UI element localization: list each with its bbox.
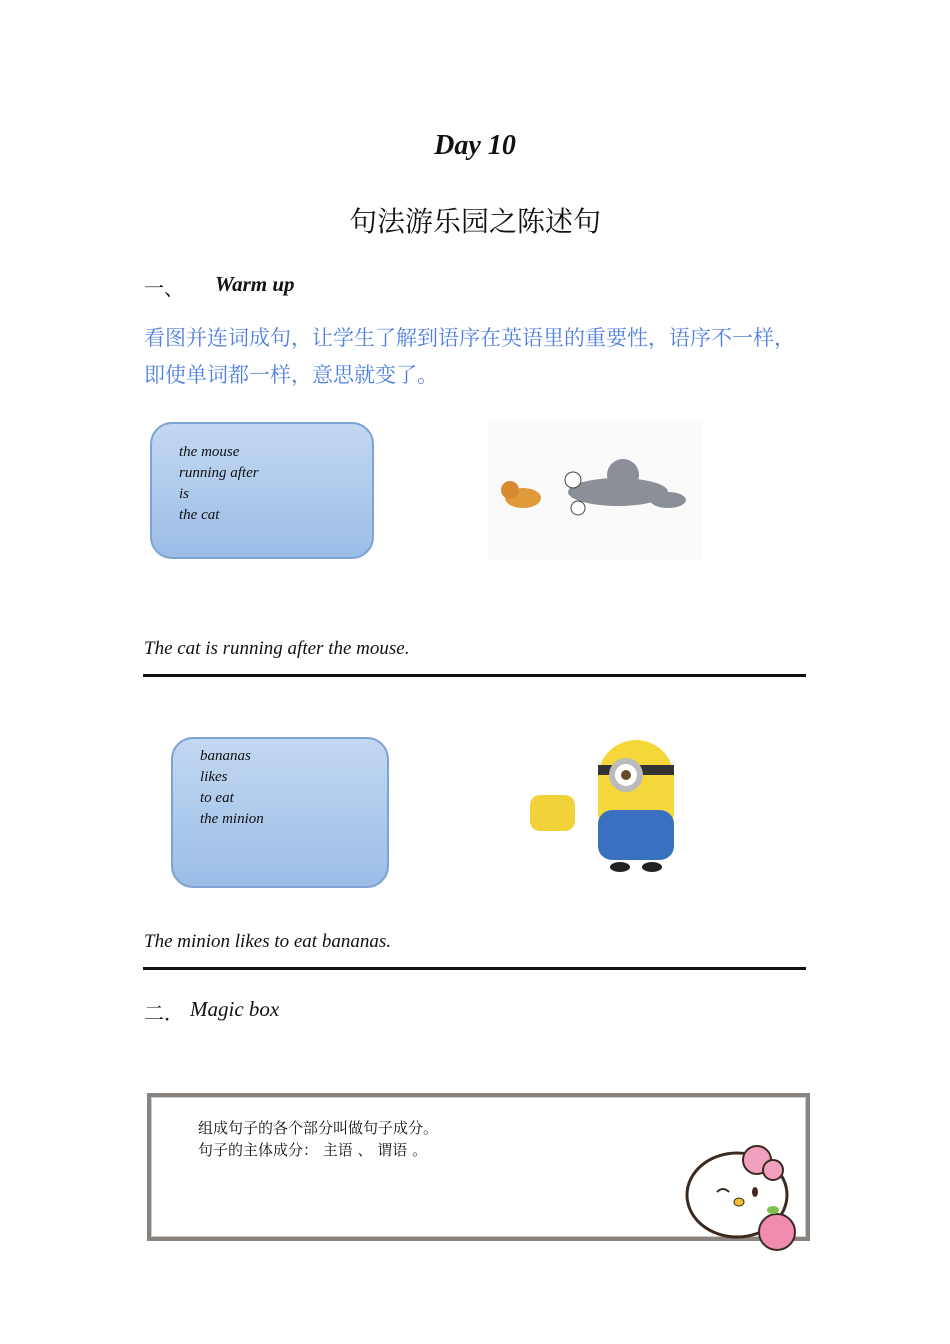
page-title: 句法游乐园之陈述句 (348, 205, 601, 238)
section1-intro: 看图并连词成句，让学生了解到语序在英语里的重要性，语序不一样，即使单词都一样，意思就变了。 (144, 326, 795, 387)
minion-illustration (520, 735, 700, 880)
section2-number: 二． (144, 1001, 184, 1025)
tom-and-jerry-image (488, 420, 703, 560)
hello-kitty-image (675, 1140, 805, 1255)
word: the cat (179, 507, 220, 523)
magic-box-line: 组成句子的各个部分叫做句子成分。 (198, 1119, 439, 1137)
answer-line (143, 674, 806, 677)
day-heading: Day 10 (434, 130, 516, 161)
answer-line (143, 967, 806, 970)
section1-title: Warm up (215, 272, 295, 296)
word: likes (200, 769, 228, 785)
word: the minion (200, 811, 264, 827)
word: the mouse (179, 444, 240, 460)
magic-box-line: 句子的主体成分： 主语 、 谓语 。 (198, 1141, 428, 1159)
word: running after (179, 465, 259, 481)
magic-box-text (198, 1117, 438, 1161)
hello-kitty-illustration (675, 1140, 805, 1255)
section2-title: Magic box (190, 997, 280, 1021)
answer-1: The cat is running after the mouse. (144, 638, 410, 659)
word: to eat (200, 790, 234, 806)
word-box-2 (171, 737, 389, 888)
minion-image (520, 735, 700, 880)
cat-chasing-mouse-illustration (488, 420, 703, 560)
word-box-1 (150, 422, 374, 559)
word: is (179, 486, 190, 502)
answer-2: The minion likes to eat bananas. (144, 931, 391, 952)
section1-number: 一、 (144, 276, 184, 300)
word: bananas (200, 748, 251, 764)
